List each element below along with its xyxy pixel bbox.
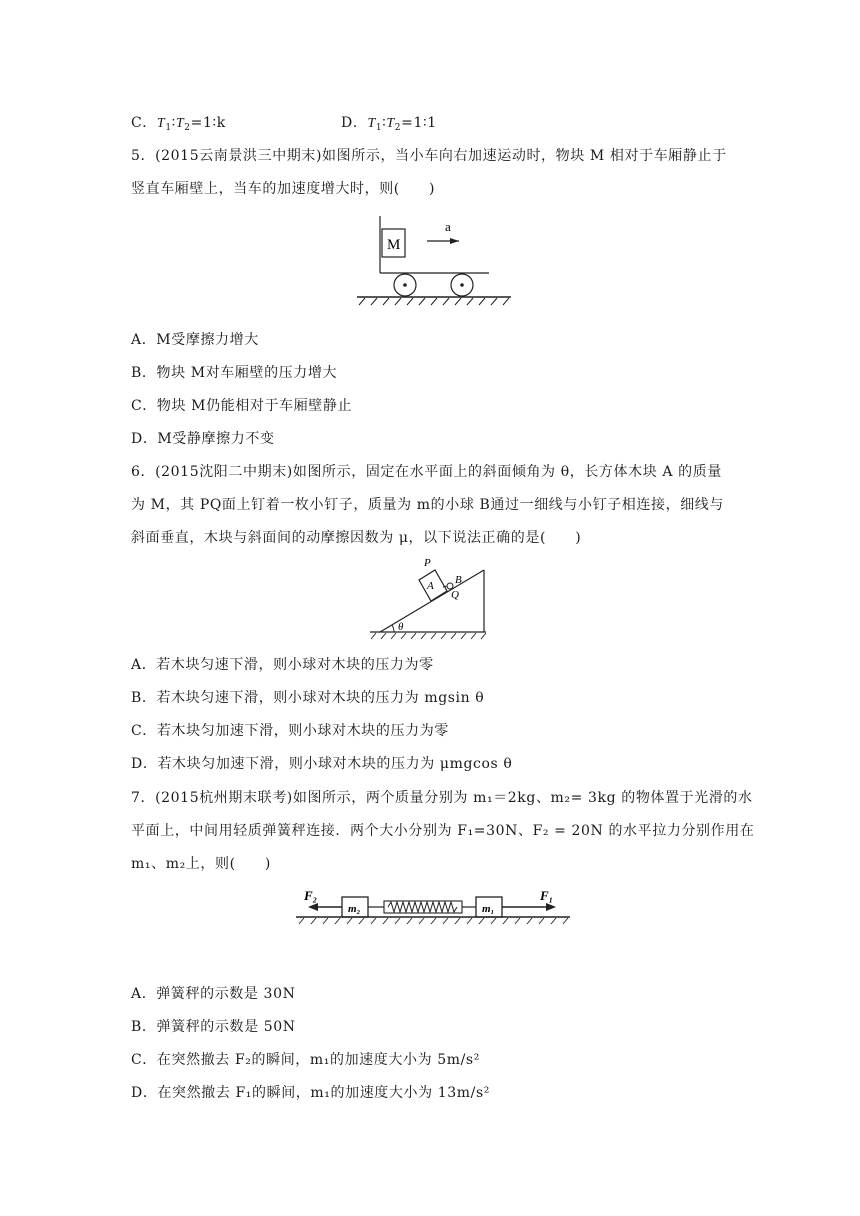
q4-option-d: D．$T_1∶T_2=1∶1$: [341, 115, 437, 133]
accel-label: a: [445, 219, 451, 234]
q6-option-c: C．若木块匀加速下滑，则小球对木块的压力为零: [131, 723, 449, 739]
q5-option-b: B．物块 M对车厢壁的压力增大: [131, 365, 338, 381]
label-b: B: [455, 574, 462, 586]
q4-option-c: C．$T_1∶T_2=1∶k$: [131, 115, 226, 133]
label-m1: m₁: [482, 903, 495, 915]
q5-option-a: A．M受摩擦力增大: [131, 332, 259, 348]
q5-stem-line2: 竖直车厢壁上，当车的加速度增大时，则( ): [131, 181, 436, 197]
q7-spring-figure: [296, 885, 570, 925]
q7-stem-line1: 7．(2015杭州期末联考)如图所示，两个质量分别为 m₁＝2kg、m₂= 3kg 的物体置于光滑的水: [131, 790, 753, 806]
q5-stem-line1: 5．(2015云南景洪三中期末)如图所示，当小车向右加速运动时，物块 M 相对于车厢静止于: [131, 148, 727, 164]
theta-label: θ: [398, 621, 404, 633]
label-q: Q: [451, 589, 459, 601]
q6-incline-figure: [368, 558, 492, 642]
label-f1: F₁: [540, 888, 554, 903]
label-m2: m₂: [348, 903, 361, 915]
label-a: A: [427, 580, 434, 592]
label-f2: F₂: [304, 888, 318, 903]
q7-stem-line2: 平面上，中间用轻质弹簧秤连接．两个大小分别为 F₁=30N、F₂ = 20N 的水平拉力分别作用在: [131, 823, 755, 839]
q7-option-c: C．在突然撤去 F₂的瞬间，m₁的加速度大小为 5m/s²: [131, 1052, 480, 1068]
q7-stem-line3: m₁、m₂上，则( ): [131, 856, 271, 872]
label-p: P: [424, 558, 431, 569]
q5-option-c: C．物块 M仍能相对于车厢壁静止: [131, 398, 353, 414]
block-m-label: M: [387, 237, 401, 253]
q7-option-d: D．在突然撤去 F₁的瞬间，m₁的加速度大小为 13m/s²: [131, 1085, 490, 1101]
q6-stem-line2: 为 M，其 PQ面上钉着一枚小钉子，质量为 m的小球 B通过一细线与小钉子相连接，细线与: [131, 497, 724, 513]
q6-option-d: D．若木块匀加速下滑，则小球对木块的压力为 μmgcos θ: [131, 756, 513, 772]
q7-option-b: B．弹簧秤的示数是 50N: [131, 1019, 296, 1035]
q6-option-a: A．若木块匀速下滑，则小球对木块的压力为零: [131, 657, 434, 673]
q6-stem-line3: 斜面垂直，木块与斜面间的动摩擦因数为 μ，以下说法正确的是( ): [131, 530, 582, 546]
q5-option-d: D．M受静摩擦力不变: [131, 431, 275, 447]
q7-option-a: A．弹簧秤的示数是 30N: [131, 986, 296, 1002]
q6-stem-line1: 6．(2015沈阳二中期末)如图所示，固定在水平面上的斜面倾角为 θ，长方体木块 A 的质量: [131, 464, 722, 480]
q6-option-b: B．若木块匀速下滑，则小球对木块的压力为 mgsin θ: [131, 690, 485, 706]
spring-coil: [388, 902, 457, 912]
q5-cart-figure: [355, 212, 515, 308]
